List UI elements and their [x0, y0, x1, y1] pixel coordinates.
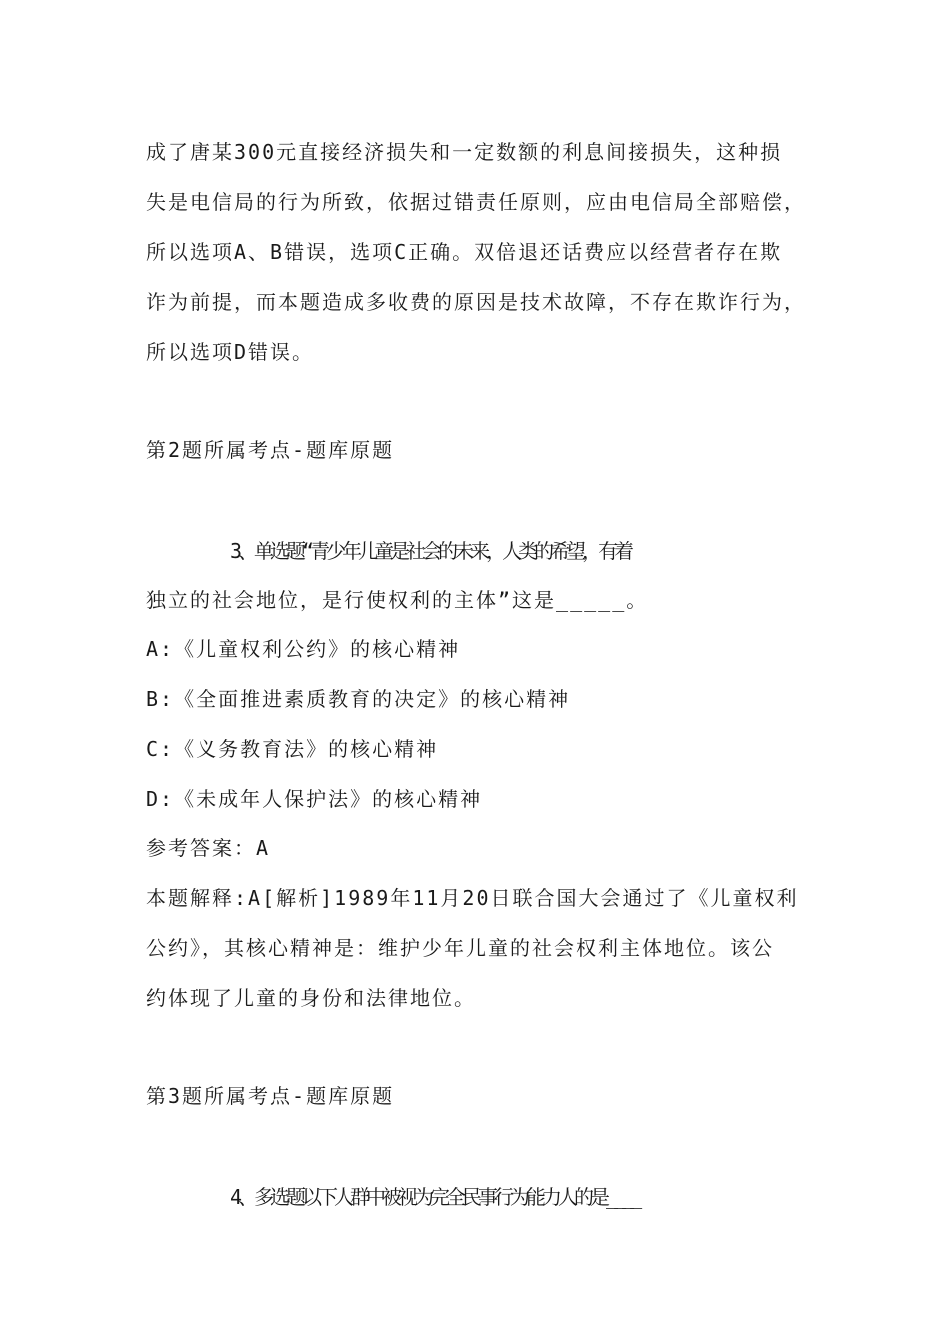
q2-explanation-line-4: 诈为前提，而本题造成多收费的原因是技术故障，不存在欺诈行为，	[146, 290, 806, 314]
q3-source-label: 第3题所属考点-题库原题	[146, 1084, 395, 1108]
q2-explanation-line-5: 所以选项D错误。	[146, 340, 315, 364]
q3-explanation-line-3: 约体现了儿童的身份和法律地位。	[146, 986, 476, 1010]
q2-explanation-line-1: 成了唐某300元直接经济损失和一定数额的利息间接损失，这种损	[146, 140, 783, 164]
q2-explanation-line-2: 失是电信局的行为所致，依据过错责任原则，应由电信局全部赔偿，	[146, 190, 806, 214]
q3-explanation-line-1: 本题解释:A[解析]1989年11月20日联合国大会通过了《儿童权利	[146, 886, 799, 910]
q3-explanation-line-2: 公约》，其核心精神是：维护少年儿童的社会权利主体地位。该公	[146, 936, 774, 960]
q3-stem-line-1: 3、单选题“青少年儿童是社会的未来，人类的希望，有着	[230, 539, 631, 563]
q3-option-b: B:《全面推进素质教育的决定》的核心精神	[146, 687, 571, 711]
q2-explanation-line-3: 所以选项A、B错误，选项C正确。双倍退还话费应以经营者存在欺	[146, 240, 783, 264]
q3-stem-line-2: 独立的社会地位，是行使权利的主体”这是_____。	[146, 588, 649, 612]
q3-option-c: C:《义务教育法》的核心精神	[146, 737, 439, 761]
q2-source-label: 第2题所属考点-题库原题	[146, 438, 395, 462]
q4-stem-line-1: 4、多选题以下人群中被视为完全民事行为能力人的是____	[230, 1185, 639, 1209]
q3-option-a: A:《儿童权利公约》的核心精神	[146, 637, 461, 661]
q3-option-d: D:《未成年人保护法》的核心精神	[146, 787, 483, 811]
q3-answer: 参考答案：A	[146, 836, 271, 860]
